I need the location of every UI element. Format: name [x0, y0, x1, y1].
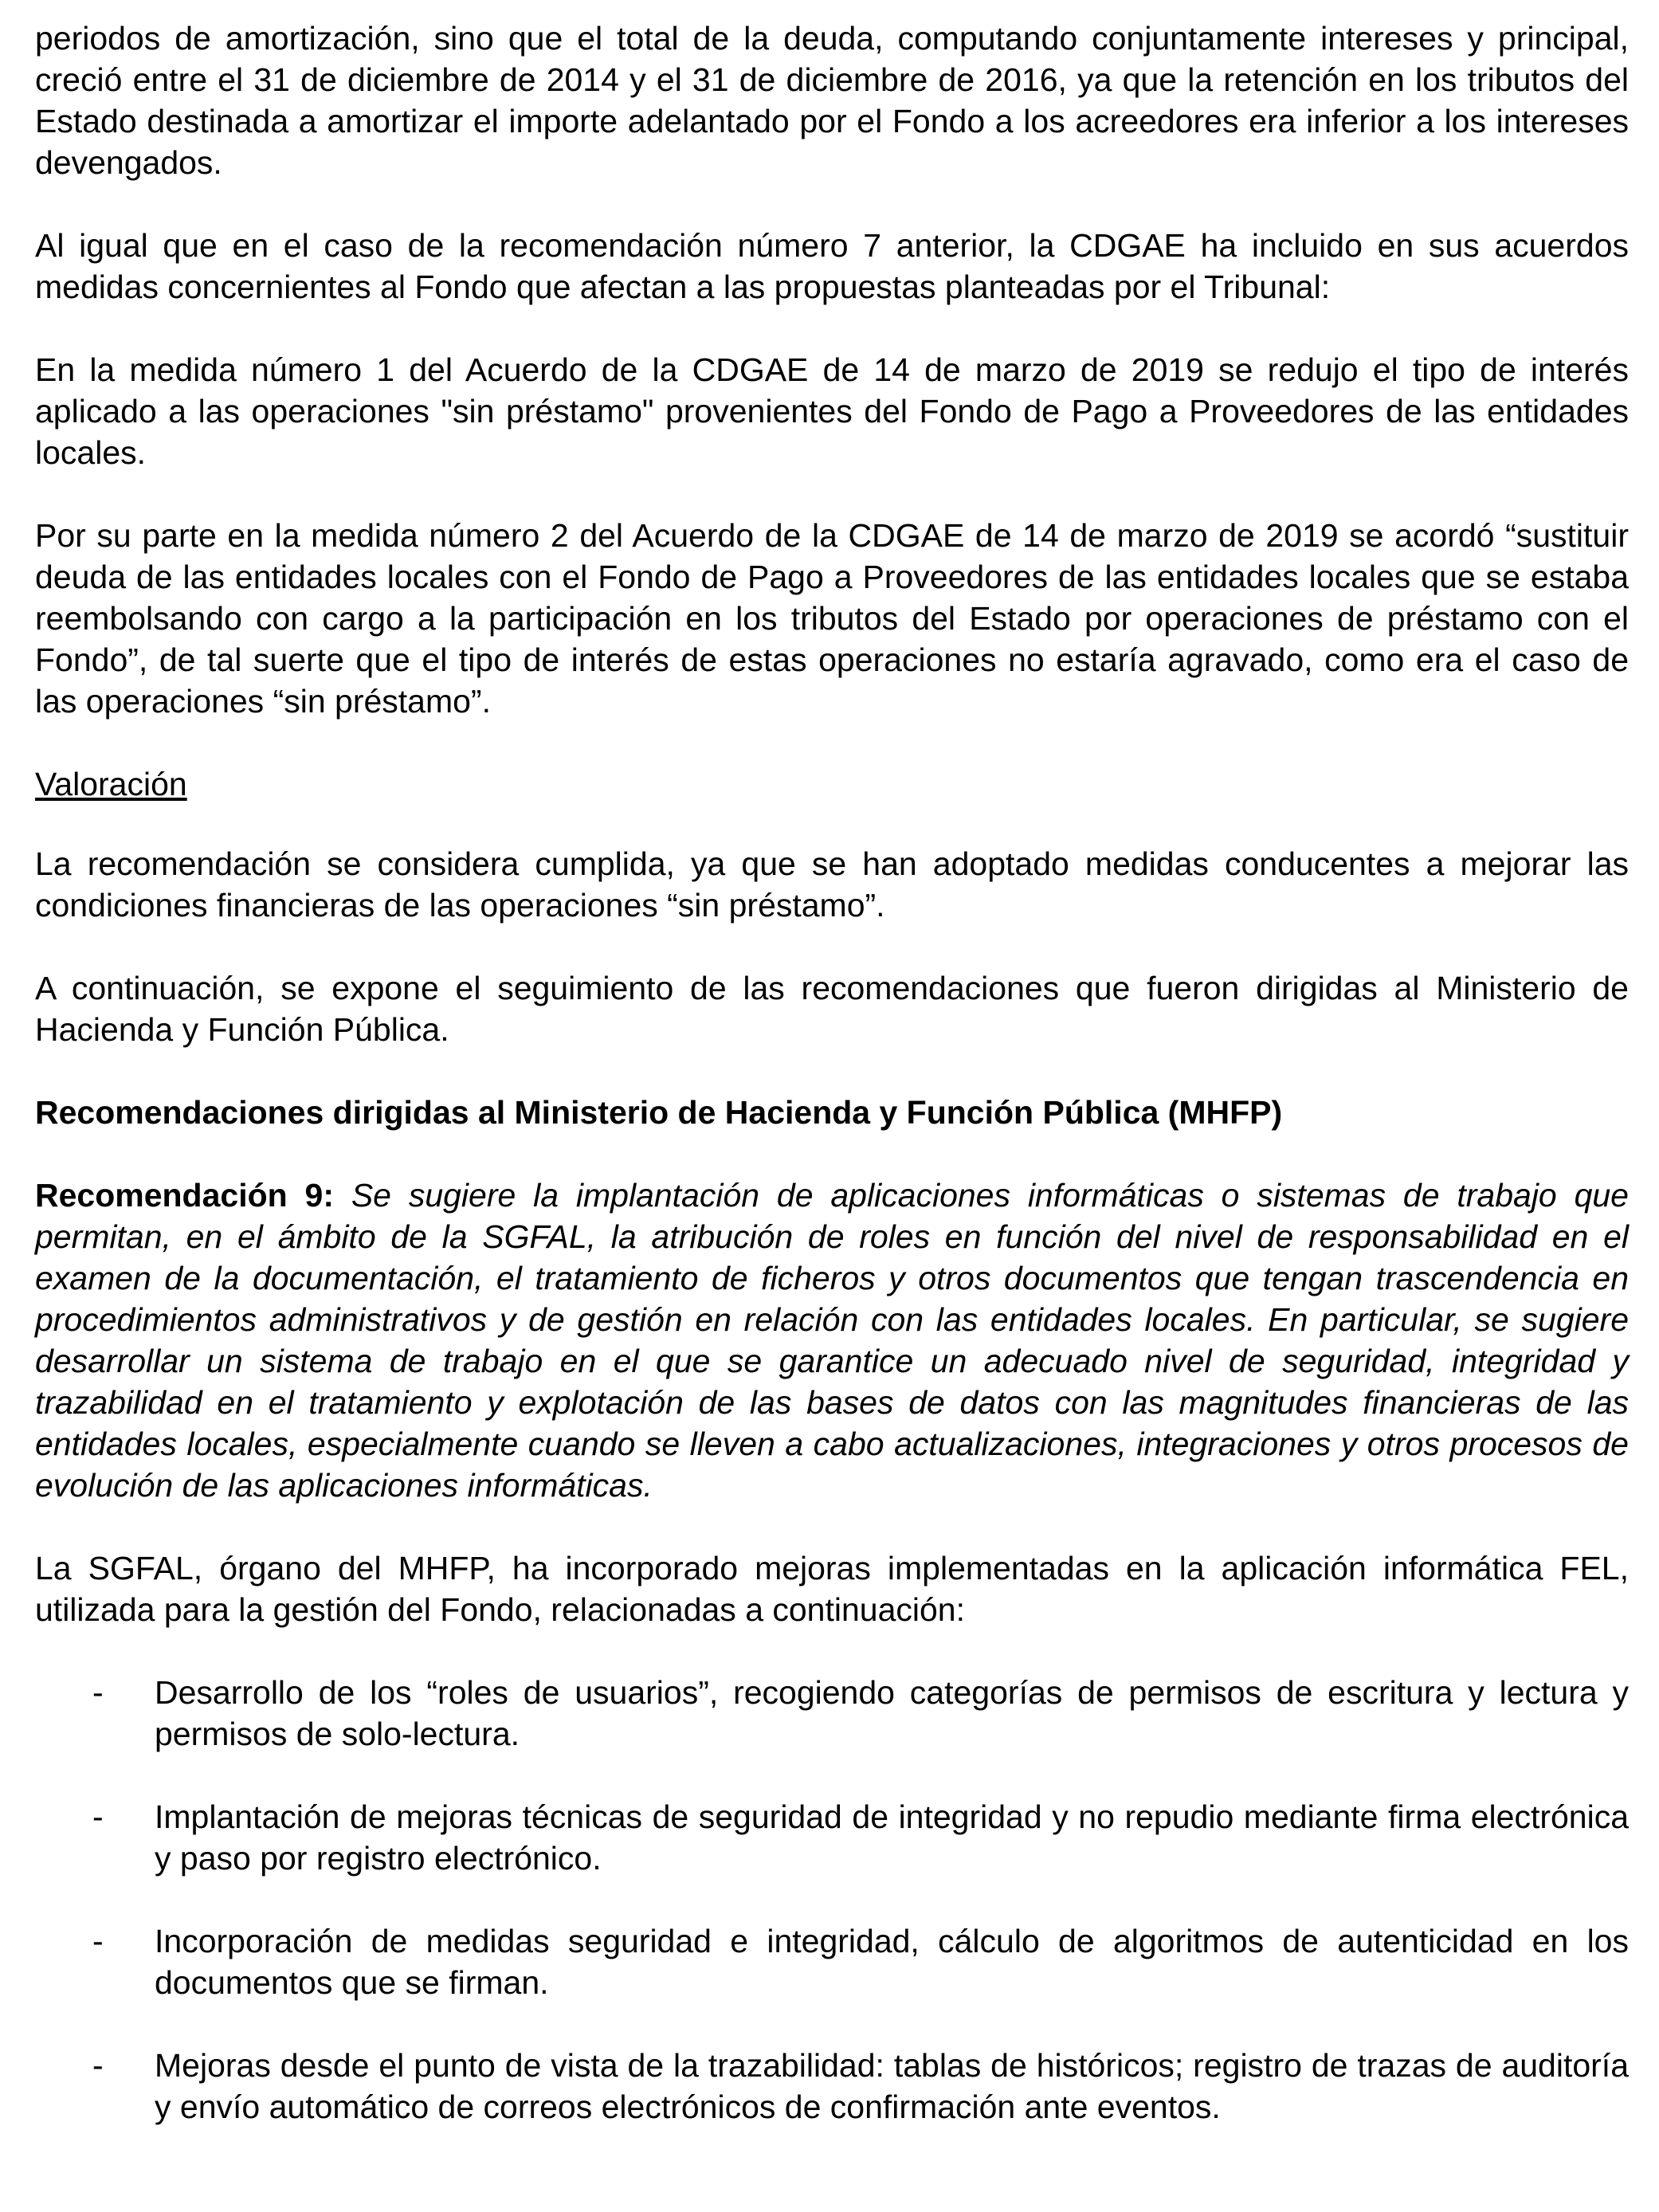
document-page [35, 18, 1629, 2128]
list-item [35, 1920, 1629, 2003]
list-dash: - [92, 1923, 104, 1959]
paragraph-sgfal-improvements: La SGFAL, órgano del MHFP, ha incorporado mejoras implementadas en la aplicación informática FEL, utilizada para la gestión del Fondo, relacionadas a continuación: [35, 1550, 1629, 1628]
valoracion-heading [35, 763, 1629, 805]
improvements-list [35, 1672, 1629, 2128]
recommendation-9 [35, 1175, 1629, 1506]
list-item [35, 1672, 1629, 1755]
valoracion-heading-text: Valoración [35, 766, 187, 802]
list-dash: - [92, 2047, 104, 2084]
list-item-text: Incorporación de medidas seguridad e integridad, cálculo de algoritmos de autenticidad en los documentos que se firman. [155, 1923, 1629, 2001]
list-item-text: Desarrollo de los “roles de usuarios”, recogiendo categorías de permisos de escritura y lectura y permisos de solo-lectura. [155, 1674, 1629, 1752]
section-heading-mhfp: Recomendaciones dirigidas al Ministerio de Hacienda y Función Pública (MHFP) [35, 1094, 1283, 1131]
list-dash: - [92, 1798, 104, 1835]
list-item [35, 2045, 1629, 2128]
paragraph-continuation: A continuación, se expone el seguimiento de las recomendaciones que fueron dirigidas al Ministerio de Hacienda y Función Pública. [35, 970, 1629, 1048]
paragraph-cdgae-measures: Al igual que en el caso de la recomendación número 7 anterior, la CDGAE ha incluido en sus acuerdos medidas concernientes al Fondo que afectan a las propuestas planteadas por el Tribunal: [35, 227, 1629, 305]
list-item [35, 1796, 1629, 1879]
recommendation-9-label: Recomendación 9: [35, 1177, 334, 1214]
recommendation-9-text: Se sugiere la implantación de aplicaciones informáticas o sistemas de trabajo que permitan, en el ámbito de la SGFAL, la atribución de roles en función del nivel de responsabilidad en el examen de la documentación, el tratamiento de ficheros y otros documentos que tengan trascendencia en procedimientos administrativos y de gestión en relación con las entidades locales. En particular, se sugiere desarrollar un sistema de trabajo en el que se garantice un adecuado nivel de seguridad, integridad y trazabilidad en el tratamiento y explotación de las bases de datos con las magnitudes financieras de las entidades locales, especialmente cuando se lleven a cabo actualizaciones, integraciones y otros procesos de evolución de las aplicaciones informáticas. [35, 1177, 1629, 1504]
list-item-text: Implantación de mejoras técnicas de seguridad de integridad y no repudio mediante firma electrónica y paso por registro electrónico. [155, 1798, 1629, 1877]
paragraph-measure-1: En la medida número 1 del Acuerdo de la CDGAE de 14 de marzo de 2019 se redujo el tipo de interés aplicado a las operaciones "sin préstamo" provenientes del Fondo de Pago a Proveedores de las entidades locales. [35, 351, 1629, 471]
paragraph-valoracion: La recomendación se considera cumplida, ya que se han adoptado medidas conducentes a mejorar las condiciones financieras de las operaciones “sin préstamo”. [35, 845, 1629, 924]
paragraph-debt-growth: periodos de amortización, sino que el total de la deuda, computando conjuntamente intereses y principal, creció entre el 31 de diciembre de 2014 y el 31 de diciembre de 2016, ya que la retención en los tributos del Estado destinada a amortizar el importe adelantado por el Fondo a los acreedores era inferior a los intereses devengados. [35, 20, 1629, 181]
paragraph-measure-2: Por su parte en la medida número 2 del Acuerdo de la CDGAE de 14 de marzo de 2019 se acordó “sustituir deuda de las entidades locales con el Fondo de Pago a Proveedores de las entidades locales que se estaba reembolsando con cargo a la participación en los tributos del Estado por operaciones de préstamo con el Fondo”, de tal suerte que el tipo de interés de estas operaciones no estaría agravado, como era el caso de las operaciones “sin préstamo”. [35, 517, 1629, 720]
list-item-text: Mejoras desde el punto de vista de la trazabilidad: tablas de históricos; registro de trazas de auditoría y envío automático de correos electrónicos de confirmación ante eventos. [155, 2047, 1629, 2125]
list-dash: - [92, 1674, 104, 1711]
